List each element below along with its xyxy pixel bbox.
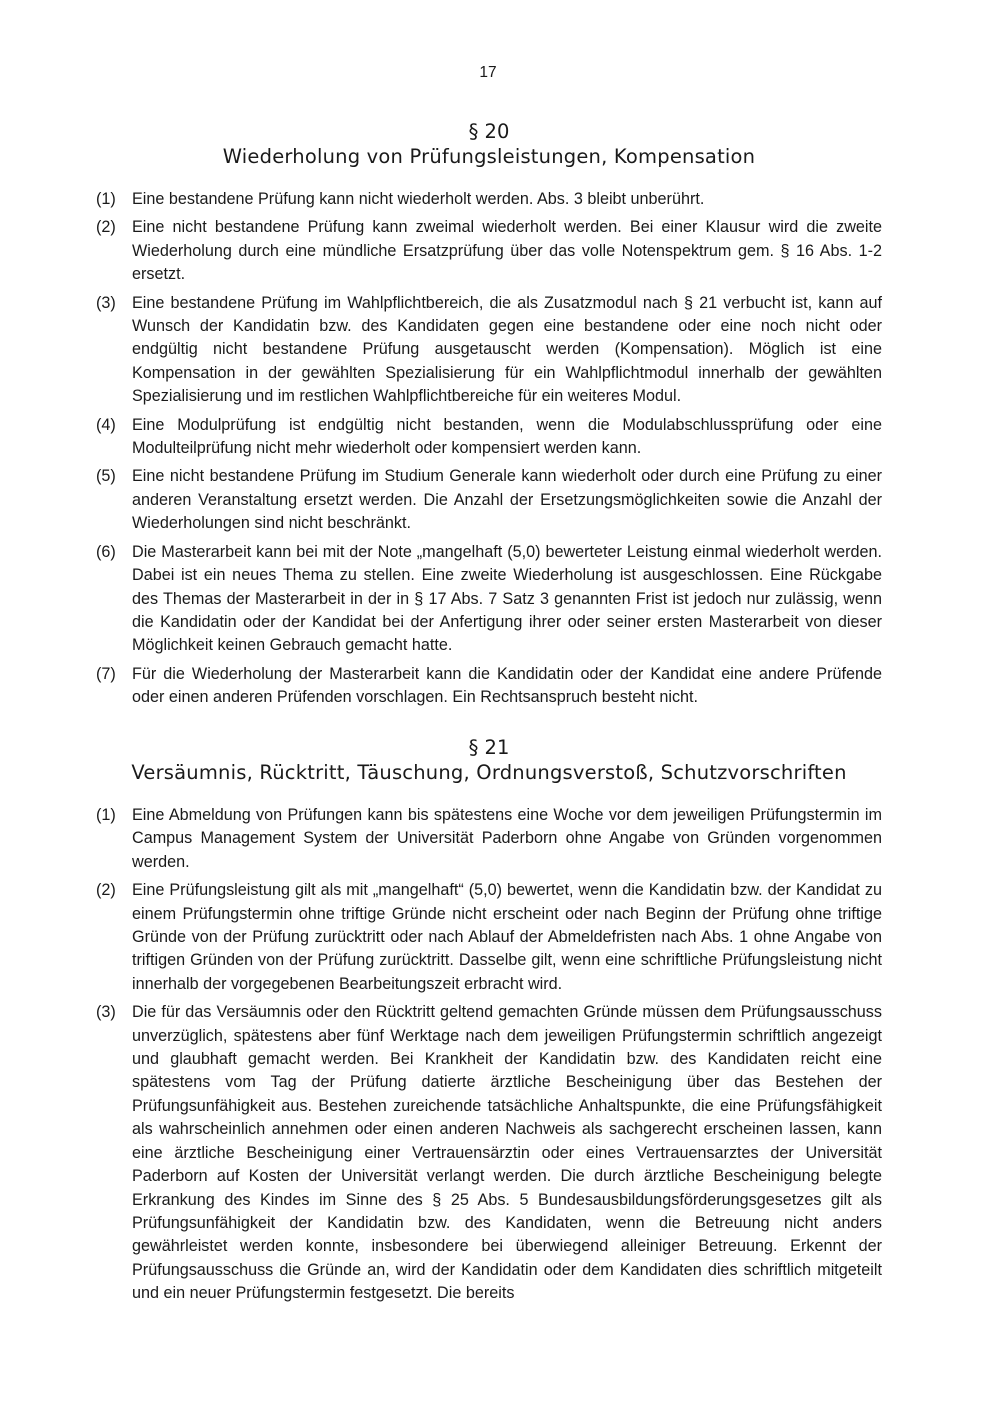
section-21 (96, 735, 882, 1311)
paragraph-number: (2) (96, 218, 116, 237)
paragraph-text: Eine Abmeldung von Prüfungen kann bis spätestens eine Woche vor dem jeweiligen Prüfungstermin im Campus Management System der Universität Paderborn ohne Angabe von Gründen vorgenommen werden. (132, 806, 882, 871)
section-heading (96, 735, 882, 785)
paragraph-number: (7) (96, 664, 116, 683)
paragraph (96, 541, 882, 658)
paragraph-text: Eine Prüfungsleistung gilt als mit „mangelhaft“ (5,0) bewertet, wenn die Kandidatin bzw. der Kandidat zu einem Prüfungstermin ohne triftige Gründe nicht erscheint oder nach Beginn der Prüfung ohne triftige Gründe von der Prüfung zurücktritt oder nach Ablauf der Abmeldefristen nach Abs. 1 ohne Angabe von triftigen Gründen von der Prüfung zurücktritt. Dasselbe gilt, wenn eine schriftliche Prüfungsleistung nicht innerhalb der vorgegebenen Bearbeitungszeit erbracht wird. (132, 881, 882, 993)
page-number: 17 (479, 64, 497, 81)
section-title: Versäumnis, Rücktritt, Täuschung, Ordnungsverstoß, Schutzvorschriften (131, 761, 847, 784)
paragraph-number: (1) (96, 806, 116, 824)
paragraph-number: (4) (96, 415, 116, 434)
paragraph-list (96, 188, 882, 710)
paragraph-text: Für die Wiederholung der Masterarbeit kann die Kandidatin oder der Kandidat eine andere Prüfende oder einen anderen Prüfenden vorschlagen. Ein Rechtsanspruch besteht nicht. (132, 664, 882, 707)
section-title: Wiederholung von Prüfungsleistungen, Kompensation (222, 145, 756, 168)
paragraph-number: (6) (96, 542, 116, 561)
paragraph (96, 663, 882, 710)
paragraph (96, 1001, 882, 1305)
paragraph (96, 292, 882, 409)
paragraph-text: Eine Modulprüfung ist endgültig nicht bestanden, wenn die Modulabschlussprüfung oder eine Modulteilprüfung nicht mehr wiederholt oder kompensiert werden kann. (132, 415, 882, 458)
paragraph (96, 879, 882, 996)
section-20 (96, 119, 882, 715)
paragraph-text: Eine bestandene Prüfung im Wahlpflichtbereich, die als Zusatzmodul nach § 21 verbucht ist, kann auf Wunsch der Kandidatin bzw. des Kandidaten gegen eine bestandene oder eine noch nicht oder endgültig nicht bestandene Prüfung ausgetauscht werden (Kompensation). Möglich ist eine Kompensation in der gewählten Spezialisierung für ein Wahlpflichtmodul innerhalb der gewählten Spezialisierung und im restlichen Wahlpflichtbereiche für ein weiteres Modul. (132, 293, 882, 406)
paragraph (96, 188, 882, 211)
paragraph-number: (3) (96, 293, 116, 312)
paragraph (96, 216, 882, 286)
paragraph-number: (1) (96, 190, 116, 208)
paragraph-text: Eine bestandene Prüfung kann nicht wiederholt werden. Abs. 3 bleibt unberührt. (132, 190, 705, 208)
paragraph-text: Die Masterarbeit kann bei mit der Note „mangelhaft (5,0) bewerteter Leistung einmal wiederholt werden. Dabei ist ein neues Thema zu stellen. Eine zweite Wiederholung ist ausgeschlossen. Eine Rückgabe des Themas der Masterarbeit in der in § 17 Abs. 7 Satz 3 genannten Frist ist jedoch nur zulässig, wenn die Kandidatin oder der Kandidat bei der Anfertigung ihrer oder seiner ersten Masterarbeit von dieser Möglichkeit keinen Gebrauch gemacht hatte. (132, 542, 882, 655)
section-heading (96, 119, 882, 169)
paragraph (96, 465, 882, 535)
paragraph-text: Die für das Versäumnis oder den Rücktritt geltend gemachten Gründe müssen dem Prüfungsausschuss unverzüglich, spätestens aber fünf Werktage nach dem jeweiligen Prüfungstermin schriftlich angezeigt und glaubhaft gemacht werden. Bei Krankheit der Kandidatin bzw. des Kandidaten reicht eine spätestens vom Tag der Prüfung datierte ärztliche Bescheinigung über das Bestehen der Prüfungsunfähigkeit aus. Bestehen zureichende tatsächliche Anhaltspunkte, die eine Prüfungsfähigkeit als wahrscheinlich annehmen oder einen anderen Nachweis als sachgerecht erscheinen lassen, kann eine ärztliche Bescheinigung einer Vertrauensärztin oder eines Vertrauensarztes der Universität Paderborn auf Kosten der Universität verlangt werden. Die durch ärztliche Bescheinigung belegte Erkrankung des Kindes im Sinne des § 25 Abs. 5 Bundesausbildungsförderungsgesetzes gilt als Prüfungsunfähigkeit der Kandidatin bzw. des Kandidaten, wenn die Betreuung nicht anders gewährleistet werden konnte, insbesondere bei überwiegend alleiniger Betreuung. Erkennt der Prüfungsausschuss die Gründe an, wird der Kandidatin oder dem Kandidaten dies schriftlich mitgeteilt und ein neuer Prüfungstermin festgesetzt. Die bereits (132, 1003, 882, 1303)
paragraph-number: (2) (96, 881, 116, 900)
paragraph (96, 804, 882, 874)
paragraph-text: Eine nicht bestandene Prüfung im Studium Generale kann wiederholt oder durch eine Prüfung zu einer anderen Veranstaltung ersetzt werden. Die Anzahl der Ersetzungsmöglichkeiten sowie die Anzahl der Wiederholungen sind nicht beschränkt. (132, 467, 882, 533)
section-number: § 20 (468, 120, 510, 143)
paragraph-list (96, 804, 882, 1306)
section-number: § 21 (468, 736, 510, 759)
paragraph (96, 414, 882, 461)
paragraph-number: (5) (96, 467, 116, 486)
paragraph-number: (3) (96, 1003, 116, 1022)
paragraph-text: Eine nicht bestandene Prüfung kann zweimal wiederholt werden. Bei einer Klausur wird die zweite Wiederholung durch eine mündliche Ersatzprüfung über das volle Notenspektrum gem. § 16 Abs. 1-2 ersetzt. (132, 218, 882, 284)
